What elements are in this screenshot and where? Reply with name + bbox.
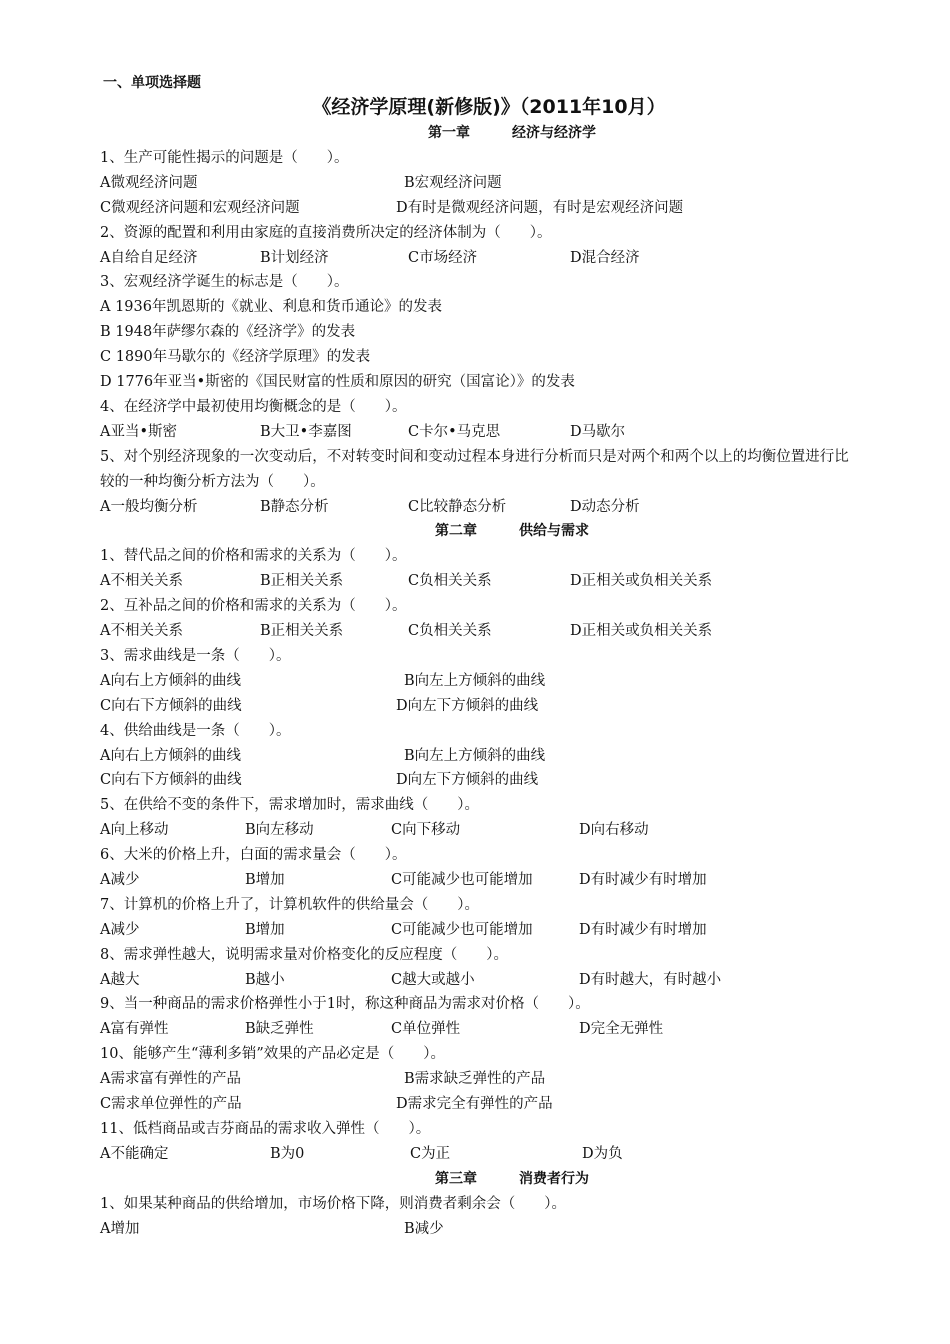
question-text: 11、低档商品或吉芬商品的需求收入弹性（ ）。 [100, 1120, 431, 1137]
question-text: 1、生产可能性揭示的问题是（ ）。 [100, 149, 349, 166]
option[interactable]: C负相关关系 [408, 573, 492, 590]
option[interactable]: D为负 [582, 1145, 623, 1162]
question-text: 2、资源的配置和利用由家庭的直接消费所决定的经济体制为（ ）。 [100, 224, 552, 241]
option-row [100, 818, 852, 843]
option[interactable]: D完全无弹性 [579, 1021, 664, 1038]
option[interactable]: C微观经济问题和宏观经济问题 [100, 199, 300, 216]
option[interactable]: A向右上方倾斜的曲线 [100, 747, 241, 764]
question-text: 7、计算机的价格上升了，计算机软件的供给量会（ ）。 [100, 896, 479, 913]
question-text: 5、对个别经济现象的一次变动后，不对转变时间和变动过程本身进行分析而只是对两个和两个以上的均衡位置进行比较的一种均衡分析方法为（ ）。 [100, 448, 849, 490]
option[interactable]: C可能减少也可能增加 [391, 921, 533, 938]
option-row [100, 1092, 852, 1117]
chapter-number: 第三章 [435, 1170, 477, 1187]
option[interactable]: B大卫•李嘉图 [260, 423, 352, 440]
option-row [100, 1017, 852, 1042]
question-text: 4、在经济学中最初使用均衡概念的是（ ）。 [100, 398, 407, 415]
option-row [100, 1142, 852, 1167]
option-row [100, 1067, 852, 1092]
section-heading: 一、单项选择题 [103, 75, 201, 91]
option-row [100, 1217, 852, 1242]
option[interactable]: B向左上方倾斜的曲线 [404, 672, 546, 689]
option[interactable]: D向右移动 [579, 822, 649, 839]
option[interactable]: D正相关或负相关关系 [570, 623, 713, 640]
chapter-number: 第二章 [435, 523, 477, 540]
option[interactable]: B需求缺乏弹性的产品 [404, 1071, 546, 1088]
option-row [100, 768, 852, 793]
option[interactable]: A向右上方倾斜的曲线 [100, 672, 241, 689]
chapter-heading [100, 121, 852, 146]
chapter-name: 消费者行为 [519, 1170, 589, 1187]
option[interactable]: D动态分析 [570, 498, 640, 515]
option[interactable]: A 1936年凯恩斯的《就业、利息和货币通论》的发表 [100, 299, 442, 316]
option[interactable]: A亚当•斯密 [100, 423, 178, 440]
chapter-name: 经济与经济学 [512, 125, 596, 141]
option[interactable]: D有时减少有时增加 [579, 921, 707, 938]
option[interactable]: D马歇尔 [570, 423, 626, 440]
option[interactable]: C越大或越小 [391, 971, 475, 988]
question-text: 4、供给曲线是一条（ ）。 [100, 722, 291, 739]
question-text: 1、如果某种商品的供给增加，市场价格下降，则消费者剩余会（ ）。 [100, 1195, 566, 1212]
option[interactable]: A自给自足经济 [100, 249, 198, 266]
chapter-name: 供给与需求 [519, 523, 589, 540]
option[interactable]: D向左下方倾斜的曲线 [396, 772, 539, 789]
option[interactable]: B 1948年萨缪尔森的《经济学》的发表 [100, 324, 356, 341]
document-title: 《经济学原理(新修版)》（2011年10月） [312, 96, 666, 118]
option-row [100, 495, 852, 520]
option[interactable]: C单位弹性 [391, 1021, 461, 1038]
option-row [100, 868, 852, 893]
option[interactable]: A不相关关系 [100, 573, 183, 590]
option[interactable]: A向上移动 [100, 822, 169, 839]
option[interactable]: B为0 [270, 1145, 305, 1162]
option-row [100, 569, 852, 594]
option[interactable]: B向左移动 [245, 822, 314, 839]
option-row [100, 694, 852, 719]
option[interactable]: B向左上方倾斜的曲线 [404, 747, 546, 764]
option-row [100, 420, 852, 445]
option-row [100, 669, 852, 694]
question-text: 6、大米的价格上升，白面的需求量会（ ）。 [100, 847, 407, 864]
option[interactable]: A减少 [100, 872, 140, 888]
option[interactable]: C市场经济 [408, 249, 478, 266]
option[interactable]: B计划经济 [260, 249, 329, 266]
question-list [100, 121, 852, 1241]
question-text: 3、宏观经济学诞生的标志是（ ）。 [100, 274, 349, 291]
option[interactable]: A减少 [100, 921, 140, 938]
question-text: 3、需求曲线是一条（ ）。 [100, 647, 291, 664]
chapter-heading [100, 1167, 852, 1192]
option[interactable]: A增加 [100, 1220, 140, 1237]
option[interactable]: C向右下方倾斜的曲线 [100, 772, 242, 789]
question-text: 2、互补品之间的价格和需求的关系为（ ）。 [100, 598, 407, 615]
option[interactable]: B缺乏弹性 [245, 1021, 314, 1038]
option[interactable]: A富有弹性 [100, 1021, 169, 1038]
option[interactable]: B正相关关系 [260, 623, 344, 640]
option[interactable]: C为正 [410, 1145, 451, 1162]
option[interactable]: A不能确定 [100, 1145, 169, 1162]
option[interactable]: B减少 [404, 1220, 444, 1237]
option[interactable]: B增加 [245, 872, 285, 888]
chapter-number: 第一章 [428, 125, 470, 141]
option-row [100, 619, 852, 644]
option[interactable]: D向左下方倾斜的曲线 [396, 697, 539, 714]
option[interactable]: C负相关关系 [408, 623, 492, 640]
option[interactable]: C向右下方倾斜的曲线 [100, 697, 242, 714]
option[interactable]: D 1776年亚当•斯密的《国民财富的性质和原因的研究（国富论）》的发表 [100, 374, 575, 391]
option[interactable]: A不相关关系 [100, 623, 183, 640]
option[interactable]: C可能减少也可能增加 [391, 872, 533, 888]
question-text: 1、替代品之间的价格和需求的关系为（ ）。 [100, 548, 407, 565]
option[interactable]: C卡尔•马克思 [408, 423, 501, 440]
option[interactable]: B正相关关系 [260, 573, 344, 590]
option[interactable]: C向下移动 [391, 822, 461, 839]
question-text: 8、需求弹性越大，说明需求量对价格变化的反应程度（ ）。 [100, 946, 508, 963]
option[interactable]: A一般均衡分析 [100, 498, 198, 515]
option[interactable]: B越小 [245, 971, 285, 988]
option-row [100, 246, 852, 271]
option-row [100, 918, 852, 943]
option[interactable]: D需求完全有弹性的产品 [396, 1096, 553, 1113]
option[interactable]: C 1890年马歇尔的《经济学原理》的发表 [100, 349, 371, 366]
question-text: 5、在供给不变的条件下，需求增加时，需求曲线（ ）。 [100, 797, 479, 814]
question-text: 9、当一种商品的需求价格弹性小于1时，称这种商品为需求对价格（ ）。 [100, 996, 590, 1013]
option[interactable]: D有时越大，有时越小 [579, 971, 722, 988]
option-row [100, 744, 852, 769]
option[interactable]: A微观经济问题 [100, 174, 198, 191]
option[interactable]: A需求富有弹性的产品 [100, 1071, 241, 1088]
option[interactable]: C需求单位弹性的产品 [100, 1096, 242, 1113]
option-row [100, 968, 852, 993]
option[interactable]: D混合经济 [570, 249, 640, 266]
option[interactable]: C比较静态分析 [408, 498, 507, 515]
chapter-heading [100, 519, 852, 544]
option[interactable]: D正相关或负相关关系 [570, 573, 713, 590]
option[interactable]: B静态分析 [260, 498, 329, 515]
question-text: 10、能够产生“薄利多销”效果的产品必定是（ ）。 [100, 1046, 446, 1063]
option[interactable]: D有时是微观经济问题，有时是宏观经济问题 [396, 199, 684, 216]
option[interactable]: A越大 [100, 971, 140, 988]
option[interactable]: B宏观经济问题 [404, 174, 502, 191]
option-row [100, 171, 852, 196]
option-row [100, 196, 852, 221]
option[interactable]: B增加 [245, 921, 285, 938]
option[interactable]: D有时减少有时增加 [579, 872, 707, 888]
